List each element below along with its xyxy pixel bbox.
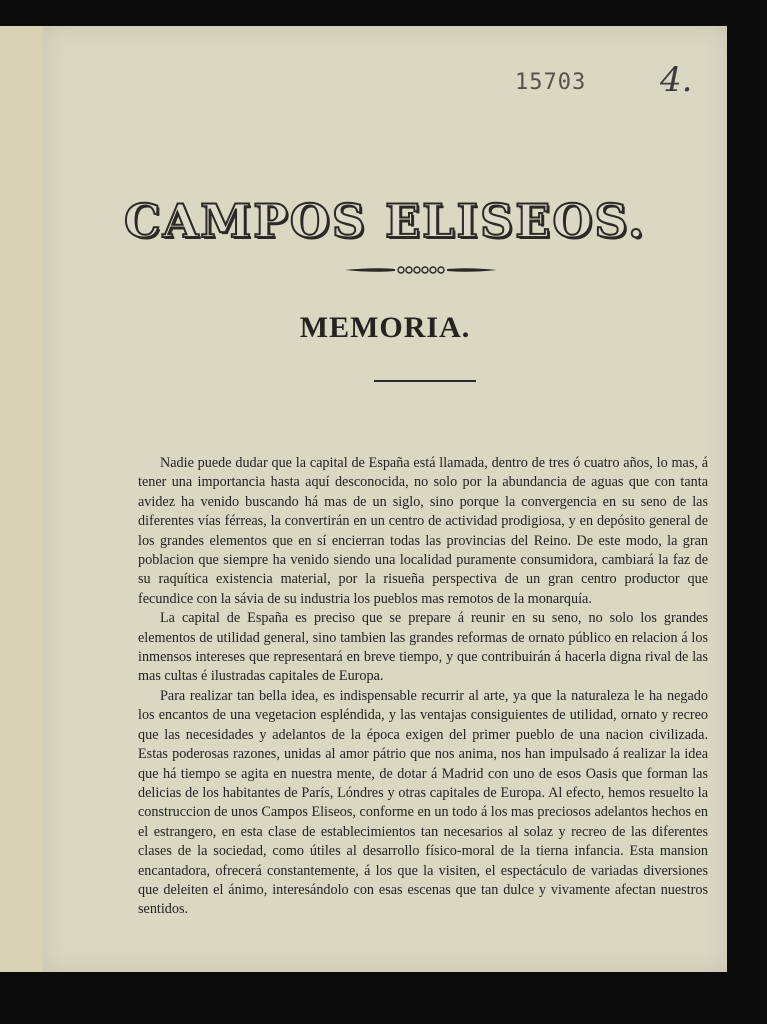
catalog-number-stamp: 15703 <box>515 70 587 95</box>
paragraph: La capital de España es preciso que se prepare á reunir en su seno, no solo los grandes elementos de utilidad general, sino tambien las grandes reformas de ornato público en relacion á los inmensos intereses que representará en breve tiempo, y que contribuirán á hacerla digna rival de las mas cultas é ilustradas capitales de Europa. <box>138 610 708 685</box>
handwritten-page-number: 4. <box>660 60 693 100</box>
document-page <box>43 26 727 972</box>
title-underline <box>374 380 476 382</box>
paragraph: Para realizar tan bella idea, es indispensable recurrir al arte, ya que la naturaleza le ha negado los encantos de una vegetacion espléndida, y las ventajas consiguientes de utilidad, ornato y recreo que las necesidades y adelantos de la época exigen del primer pueblo de una nacion civilizada. Estas poderosas razones, unidas al amor pátrio que nos anima, nos han impulsado á realizar la idea que há tiempo se agita en nuestra mente, de dotar á Madrid con uno de esos Oasis que forman las delicias de los habitantes de París, Lóndres y otras capitales de Europa. Al efecto, hemos resuelto la construccion de unos Campos Eliseos, conforme en un todo á los mas preciosos adelantos hechos en el estrangero, en esta clase de establecimientos tan necesarios al solaz y recreo de las diferentes clases de la sociedad, como útiles al desarrollo físico-moral de la tierna infancia. Esta mansion encantadora, ofrecerá constantemente, á los que la visiten, el espectáculo de variadas diversiones que deleiten el ánimo, interesándolo con esas escenas que tan dulce y vivamente afectan nuestros sentidos. <box>138 687 708 918</box>
document-subtitle: MEMORIA. <box>299 311 471 344</box>
paragraph: Nadie puede dudar que la capital de España está llamada, dentro de tres ó cuatro años, lo mas, á tener una importancia hasta aquí desconocida, no solo por la abundancia de aguas que con tanta avidez ha venido buscando há mas de un siglo, sino porque la convergencia en su seno de las diferentes vías férreas, la convertirán en un centro de actividad prodigiosa, y en depósito general de los grandes elementos que en sí encierran todas las provincias del Reino. De este modo, la gran poblacion que siempre ha venido siendo una localidad puramente consumidora, cambiará la faz de su raquítica existencia material, por la risueña perspectiva de un gran centro productor que fecundice con la sávia de su industria los pueblos mas remotos de la monarquía. <box>138 455 708 607</box>
body-text <box>138 454 708 920</box>
previous-page-edge <box>0 26 46 972</box>
ornamental-divider-icon <box>343 262 499 278</box>
document-title: CAMPOS ELISEOS. <box>124 194 646 248</box>
